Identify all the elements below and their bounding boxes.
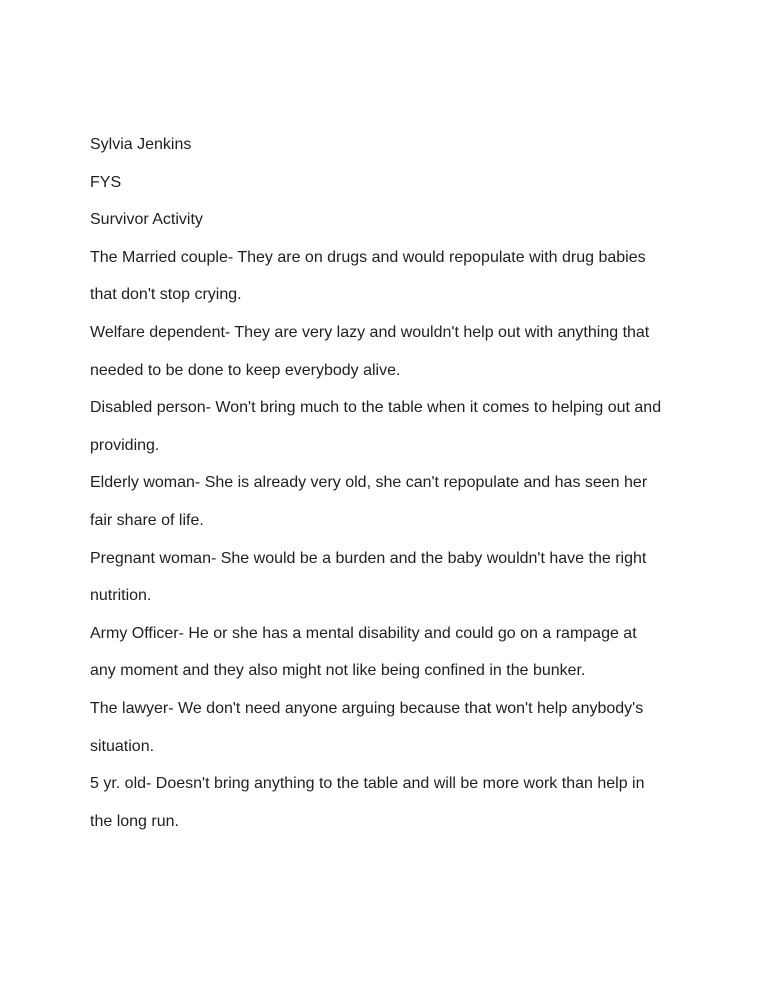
text-line: that don't stop crying. — [90, 286, 242, 304]
text-line: Welfare dependent- They are very lazy and wouldn't help out with anything that — [90, 323, 650, 341]
text-line: needed to be done to keep everybody alive. — [90, 361, 401, 379]
course-name: FYS — [90, 173, 122, 191]
text-line: Disabled person- Won't bring much to the table when it comes to helping out and — [90, 399, 662, 417]
text-line: nutrition. — [90, 587, 152, 605]
assignment-title: Survivor Activity — [90, 211, 203, 229]
text-line: any moment and they also might not like being confined in the bunker. — [90, 662, 586, 680]
text-line: situation. — [90, 737, 155, 755]
text-line: providing. — [90, 436, 160, 454]
document-body — [90, 126, 710, 840]
text-line: The lawyer- We don't need anyone arguing because that won't help anybody's — [90, 699, 644, 717]
author-name: Sylvia Jenkins — [90, 136, 192, 153]
text-line: Elderly woman- She is already very old, she can't repopulate and has seen her — [90, 474, 648, 492]
text-line: 5 yr. old- Doesn't bring anything to the table and will be more work than help in — [90, 775, 645, 793]
text-line: the long run. — [90, 812, 179, 830]
text-line: The Married couple- They are on drugs and would repopulate with drug babies — [90, 248, 646, 266]
text-line: Pregnant woman- She would be a burden and the baby wouldn't have the right — [90, 549, 647, 567]
text-line: Army Officer- He or she has a mental disability and could go on a rampage at — [90, 624, 637, 642]
text-line: fair share of life. — [90, 511, 204, 529]
